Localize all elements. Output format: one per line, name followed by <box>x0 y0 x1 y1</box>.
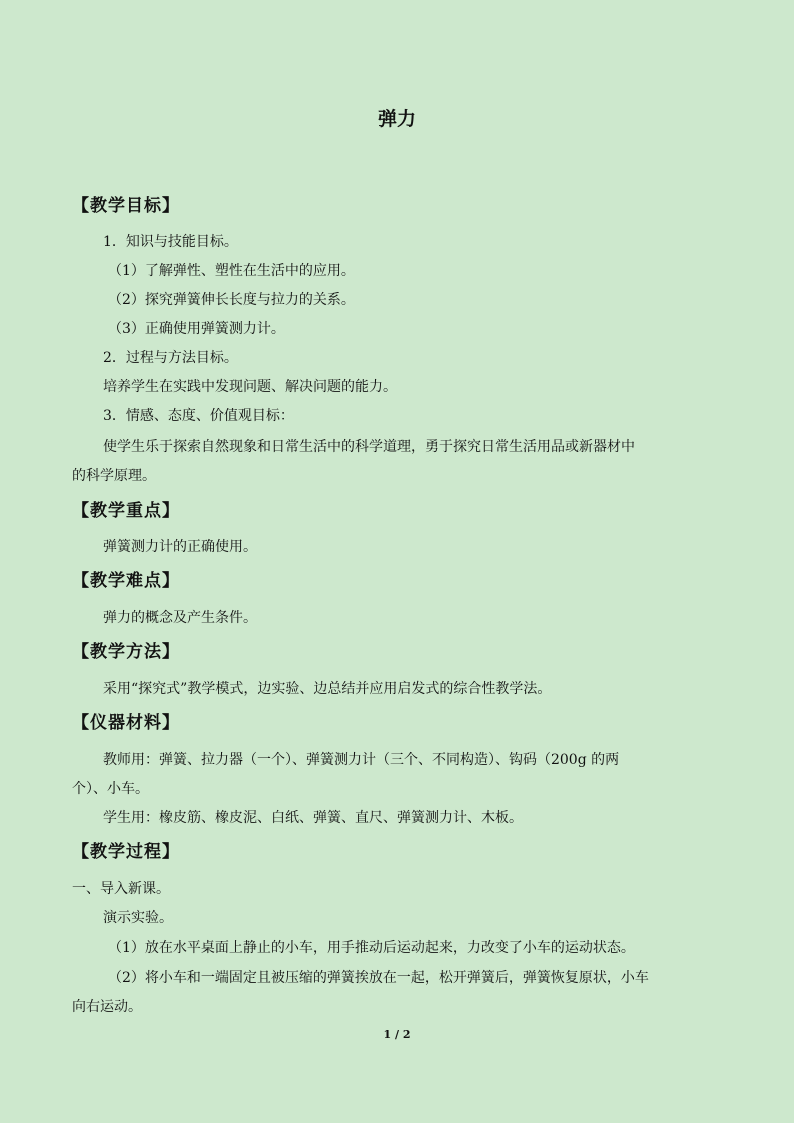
paragraph-line: 个）、小车。 <box>72 781 149 797</box>
paragraph-line: 培养学生在实践中发现问题、解决问题的能力。 <box>103 379 397 395</box>
paragraph-line: 弹力的概念及产生条件。 <box>103 610 257 626</box>
section-heading-key-points: 【教学重点】 <box>72 501 180 521</box>
paragraph-line: （2）将小车和一端固定且被压缩的弹簧挨放在一起，松开弹簧后，弹簧恢复原状，小车 <box>108 970 649 986</box>
paragraph-line: 向右运动。 <box>72 999 142 1015</box>
section-heading-methods: 【教学方法】 <box>72 642 180 662</box>
section-heading-difficulties: 【教学难点】 <box>72 571 180 591</box>
page-number: 1 / 2 <box>383 1028 411 1041</box>
paragraph-line: 采用“探究式”教学模式，边实验、边总结并应用启发式的综合性教学法。 <box>103 681 552 697</box>
section-heading-materials: 【仪器材料】 <box>72 713 180 733</box>
paragraph-line: （1）了解弹性、塑性在生活中的应用。 <box>108 263 355 279</box>
paragraph-line: 演示实验。 <box>103 910 173 926</box>
paragraph-line: （2）探究弹簧伸长长度与拉力的关系。 <box>108 292 355 308</box>
paragraph-line: 弹簧测力计的正确使用。 <box>103 539 257 555</box>
paragraph-line: （1）放在水平桌面上静止的小车，用手推动后运动起来，力改变了小车的运动状态。 <box>108 940 635 956</box>
paragraph-line: 3．情感、态度、价值观目标： <box>103 408 294 424</box>
paragraph-line: （3）正确使用弹簧测力计。 <box>108 321 285 337</box>
section-heading-objectives: 【教学目标】 <box>72 196 180 216</box>
section-heading-process: 【教学过程】 <box>72 842 180 862</box>
paragraph-line: 一、导入新课。 <box>72 881 170 897</box>
paragraph-line: 学生用：橡皮筋、橡皮泥、白纸、弹簧、直尺、弹簧测力计、木板。 <box>103 810 523 826</box>
paragraph-line: 的科学原理。 <box>72 468 156 484</box>
document-title: 弹力 <box>377 108 416 130</box>
paragraph-line: 教师用：弹簧、拉力器（一个）、弹簧测力计（三个、不同构造）、钩码（200g 的两 <box>103 752 620 768</box>
paragraph-line: 使学生乐于探索自然现象和日常生活中的科学道理，勇于探究日常生活用品或新器材中 <box>103 439 635 455</box>
paragraph-line: 2．过程与方法目标。 <box>103 350 238 366</box>
paragraph-line: 1．知识与技能目标。 <box>103 234 238 250</box>
